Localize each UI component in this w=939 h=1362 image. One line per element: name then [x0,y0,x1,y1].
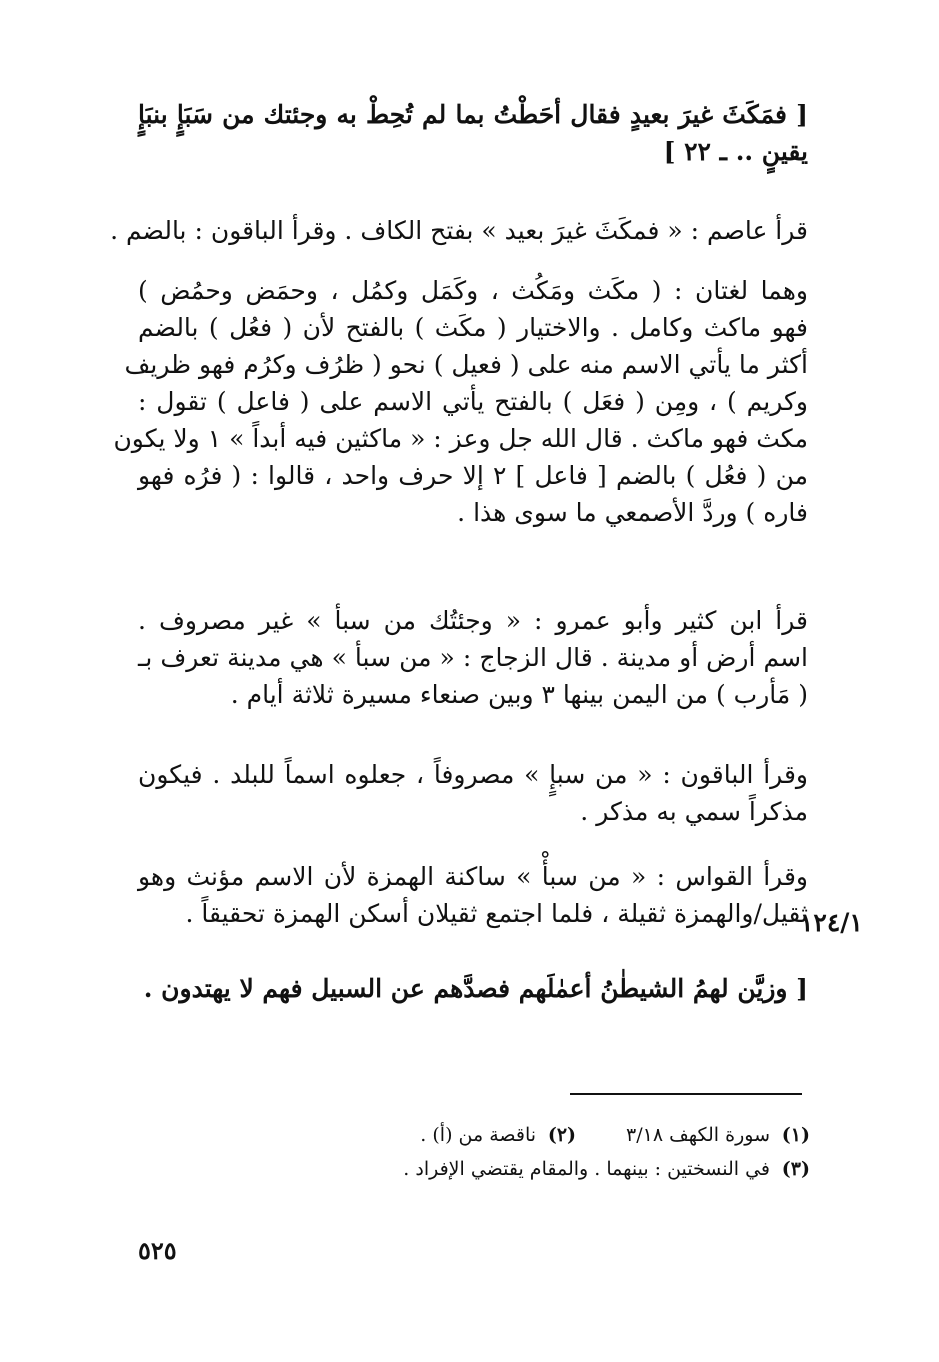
verse-line: يقينٍ .. ـ ٢٢ ] [663,137,808,166]
paragraph-asim [110,212,808,249]
footnote-text: سورة الكهف ٣/١٨ [626,1124,770,1146]
paragraph-ibn-kathir [138,602,808,713]
paragraph-line: ثقيل/والهمزة ثقيلة ، فلما اجتمع ثقيلان أسكن الهمزة تحقيقاً . [185,899,808,928]
footnote-row [290,1152,810,1186]
paragraph-line: من ( فعُل ) بالضم [ فاعل ] ٢ إلا حرف واحد ، قالوا : ( فرُه فهو [138,461,808,490]
paragraph-line: فاره ) وردَّ الأصمعي ما سوى هذا . [457,498,808,527]
paragraph-line: مكث فهو ماكث . قال الله جل وعز : « ماكثين فيه أبداً » ١ ولا يكون [113,424,808,453]
paragraph-line: وكريم ) ، ومِن ( فعَل ) بالفتح يأتي الاسم على ( فاعل ) تقول : [138,387,808,416]
footnote-row [290,1118,810,1152]
footnote-divider [570,1093,802,1095]
footnote-text: في النسختين : بينهما . والمقام يقتضي الإفراد . [403,1158,770,1180]
verse-line: [ فمَكَثَ غيرَ بعيدٍ فقال أحَطْتُ بما لم تُحِطْ به وجئتك من سَبَإٍ بنبَإٍ [138,100,808,129]
paragraph-line: اسم أرض أو مدينة . قال الزجاج : « من سبأ » هي مدينة تعرف بـ [138,643,808,672]
footnote-text: ناقصة من (أ) . [420,1124,537,1146]
manuscript-folio-reference: ١٢٤/١ [800,908,863,937]
paragraph-line: وقرأ الباقون : « من سبإٍ » مصروفاً ، جعلوه اسماً للبلد . فيكون [138,760,808,789]
paragraph-others [138,756,808,830]
paragraph-qawwas [138,858,808,932]
footnote-number: (١) [781,1124,810,1146]
paragraph-two-dialects [113,272,808,531]
paragraph-line: ( مَأرب ) من اليمن بينها ٣ وبين صنعاء مسيرة ثلاثة أيام . [230,680,808,709]
paragraph-line: قرأ عاصم : « فمكَثَ غيرَ بعيد » بفتح الكاف . وقرأ الباقون : بالضم . [110,216,808,245]
paragraph-line: وهما لغتان : ( مكَث ومَكُث ، وكَمَل وكمُل ، وحمَض وحمُض ) [138,276,808,305]
footnote-number: (٢) [547,1124,577,1146]
paragraph-line: قرأ ابن كثير وأبو عمرو : « وجئتُك من سبأ » غير مصروف . [138,606,808,635]
footnote-number: (٣) [781,1158,810,1180]
quran-verse-top [138,96,808,170]
paragraph-line: وقرأ القواس : « من سبأْ » ساكنة الهمزة لأن الاسم مؤنث وهو [138,862,808,891]
footnotes [290,1118,810,1186]
paragraph-line: مذكراً سمي به مذكر . [580,797,808,826]
paragraph-line: أكثر ما يأتي الاسم منه على ( فعيل ) نحو ( ظرُف وكرُم فهو ظريف [124,350,808,379]
page-number: ٥٢٥ [138,1236,177,1265]
paragraph-line: فهو ماكث وكامل . والاختيار ( مكَث ) بالفتح لأن ( فعُل ) بالضم [138,313,808,342]
quran-verse-bottom [138,970,808,1007]
verse-line: [ وزيَّن لهمُ الشيطٰنُ أعمٰلَهم فصدَّهم عن السبيل فهم لا يهتدون . [143,974,808,1003]
